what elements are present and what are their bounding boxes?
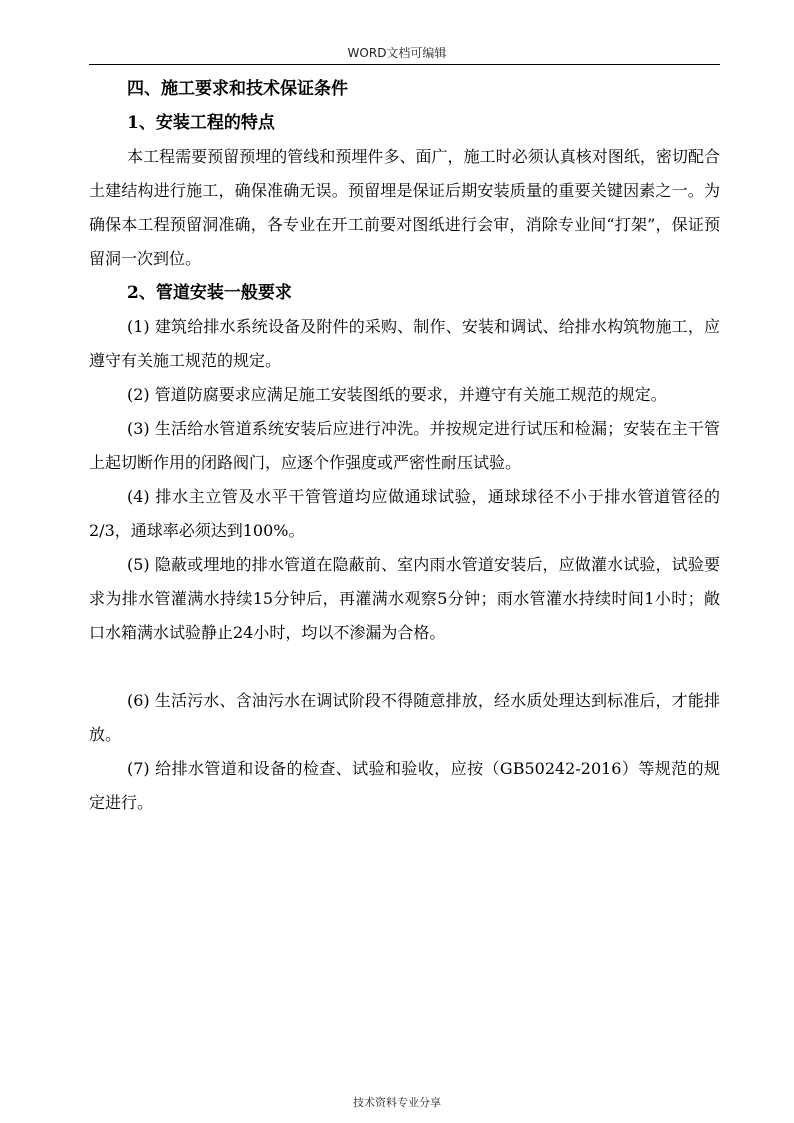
- list-item-7: (7) 给排水管道和设备的检查、试验和验收，应按（GB50242-2016）等规范的规定进行。: [89, 759, 720, 812]
- list-item-5: (5) 隐蔽或埋地的排水管道在隐蔽前、室内雨水管道安装后，应做灌水试验，试验要求为排水管灌满水持续15分钟后，再灌满水观察5分钟；雨水管灌水持续时间1小时；敞口水箱满水试验静止24小时，均以不渗漏为合格。: [89, 555, 720, 642]
- page-footer: 技术资料专业分享: [353, 1096, 441, 1109]
- page-header: WORD文档可编辑: [347, 46, 447, 60]
- list-item-2: (2) 管道防腐要求应满足施工安装图纸的要求，并遵守有关施工规范的规定。: [127, 385, 667, 404]
- header-divider: [89, 64, 720, 65]
- list-item-6: (6) 生活污水、含油污水在调试阶段不得随意排放，经水质处理达到标准后，才能排放。: [89, 691, 720, 744]
- blank-line: [89, 650, 720, 684]
- list-item-1: (1) 建筑给排水系统设备及附件的采购、制作、安装和调试、给排水构筑物施工，应遵守有关施工规范的规定。: [89, 317, 720, 370]
- section-title: 四、施工要求和技术保证条件: [127, 79, 348, 99]
- list-item-3: (3) 生活给水管道系统安装后应进行冲洗。并按规定进行试压和检漏；安装在主干管上起切断作用的闭路阀门，应逐个作强度或严密性耐压试验。: [89, 419, 720, 472]
- document-body: [89, 72, 720, 820]
- subsection-title-installation-features: 1、安装工程的特点: [127, 113, 275, 133]
- list-item-4: (4) 排水主立管及水平干管管道均应做通球试验，通球球径不小于排水管道管径的2/3，通球率必须达到100%。: [89, 487, 720, 540]
- paragraph-installation-features: 本工程需要预留预埋的管线和预埋件多、面广，施工时必须认真核对图纸，密切配合土建结构进行施工，确保准确无误。预留埋是保证后期安装质量的重要关键因素之一。为确保本工程预留洞准确，各专业在开工前要对图纸进行会审，消除专业间“打架”，保证预留洞一次到位。: [89, 147, 720, 268]
- subsection-title-pipe-requirements: 2、管道安装一般要求: [127, 283, 292, 303]
